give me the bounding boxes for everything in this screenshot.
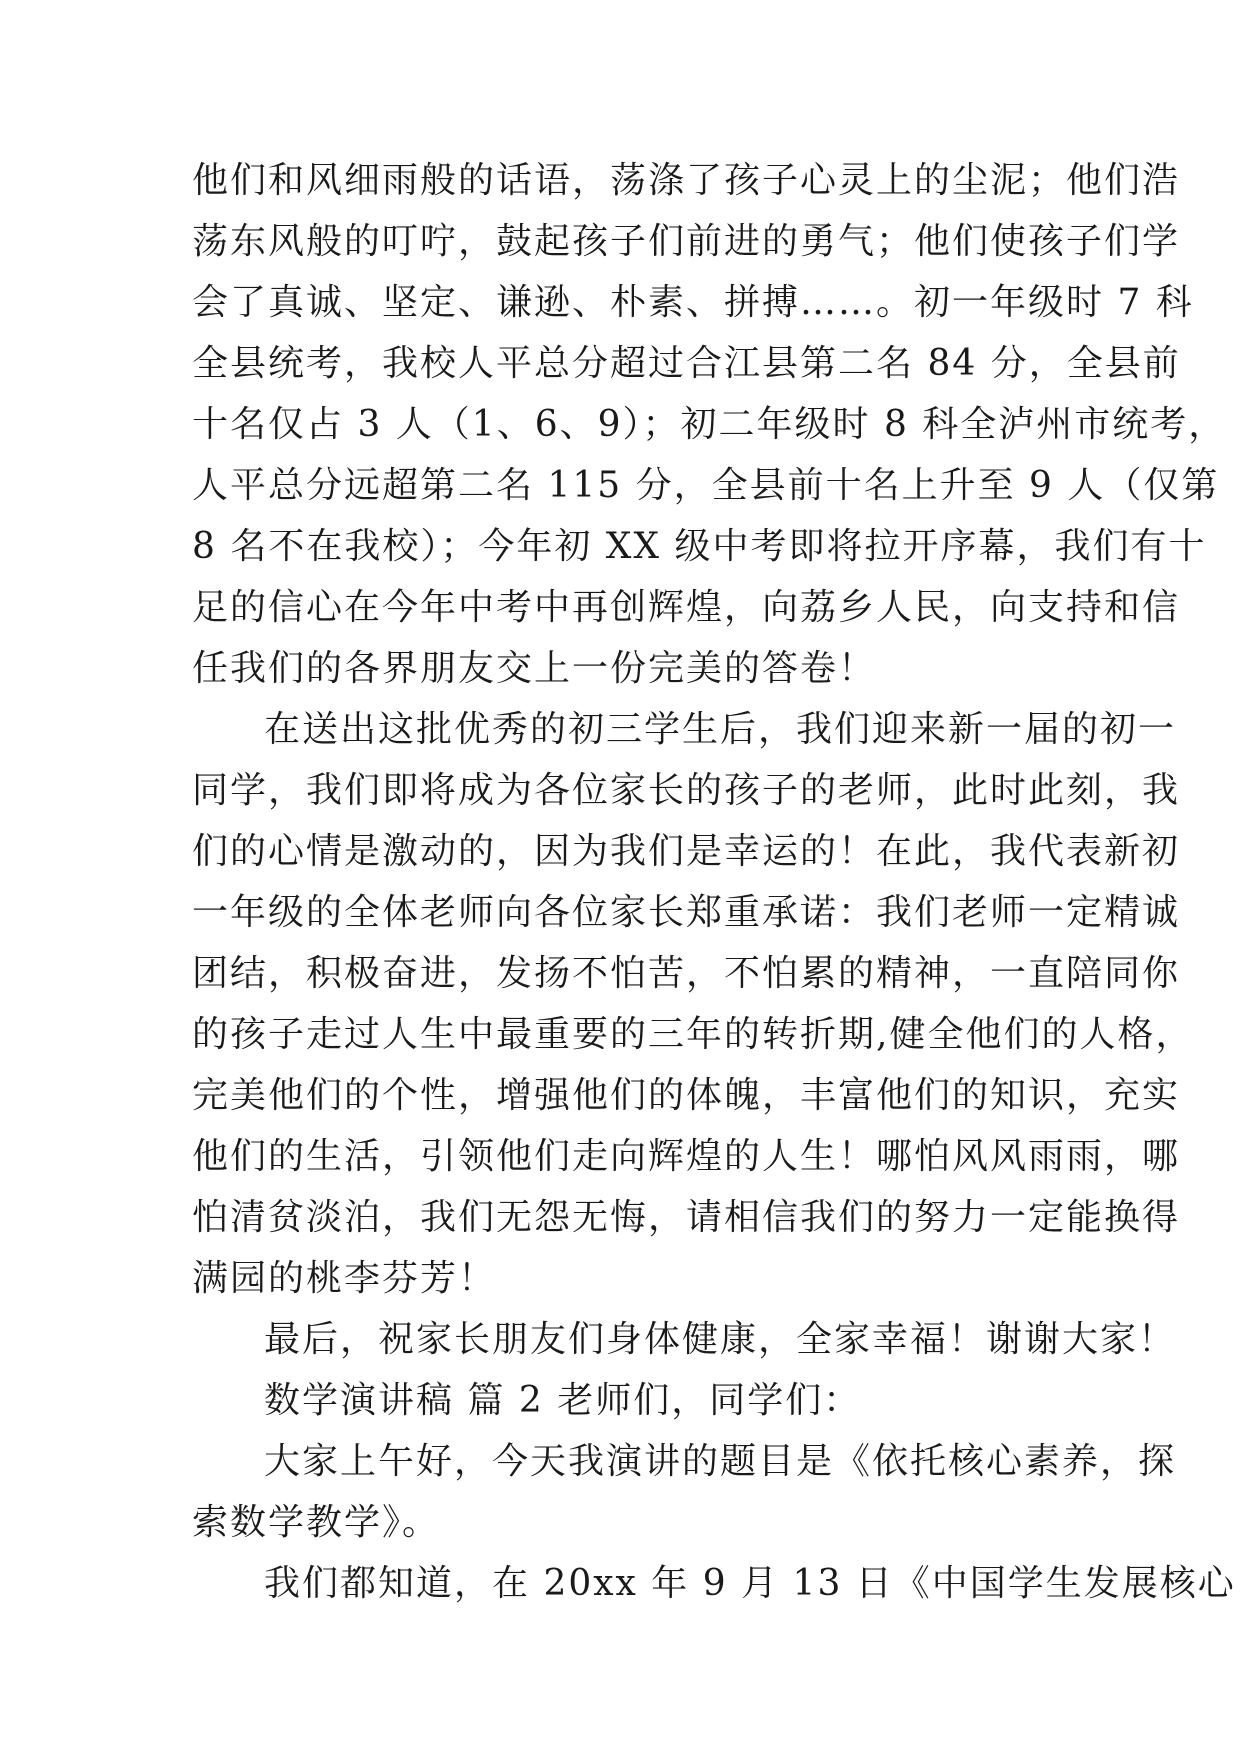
text-line: 的孩子走过人生中最重要的三年的转折期,健全他们的人格，	[192, 1014, 1194, 1055]
text-line: 全县统考，我校人平总分超过合江县第二名 84 分，全县前	[192, 343, 1181, 384]
text-line: 们的心情是激动的，因为我们是幸运的！在此，我代表新初	[192, 831, 1181, 872]
paragraph-results	[192, 150, 1227, 699]
document-body	[192, 150, 1236, 1614]
paragraph-closing	[192, 1309, 1177, 1370]
text-line: 在送出这批优秀的初三学生后，我们迎来新一届的初一	[264, 709, 1177, 750]
text-line: 他们和风细雨般的话语，荡涤了孩子心灵上的尘泥；他们浩	[192, 160, 1181, 201]
text-line: 我们都知道，在 20xx 年 9 月 13 日《中国学生发展核心	[264, 1563, 1236, 1604]
text-line: 他们的生活，引领他们走向辉煌的人生！哪怕风风雨雨，哪	[192, 1136, 1181, 1177]
text-line: 荡东风般的叮咛，鼓起孩子们前进的勇气；他们使孩子们学	[192, 221, 1181, 262]
text-line: 任我们的各界朋友交上一份完美的答卷！	[192, 648, 877, 689]
text-line: 人平总分远超第二名 115 分，全县前十名上升至 9 人（仅第	[192, 465, 1220, 506]
text-line: 同学，我们即将成为各位家长的孩子的老师，此时此刻，我	[192, 770, 1181, 811]
paragraph-promise	[192, 699, 1194, 1309]
text-line: 大家上午好，今天我演讲的题目是《依托核心素养，探	[264, 1441, 1177, 1482]
text-line: 怕清贫淡泊，我们无怨无悔，请相信我们的努力一定能换得	[192, 1197, 1181, 1238]
text-line: 8 名不在我校）；今年初 XX 级中考即将拉开序幕，我们有十	[192, 526, 1207, 567]
text-line: 完美他们的个性，增强他们的体魄，丰富他们的知识，充实	[192, 1075, 1181, 1116]
text-line: 足的信心在今年中考中再创辉煌，向荔乡人民，向支持和信	[192, 587, 1181, 628]
text-line: 最后，祝家长朋友们身体健康，全家幸福！谢谢大家！	[264, 1319, 1177, 1360]
paragraph-intro	[192, 1553, 1236, 1614]
text-line: 十名仅占 3 人（1、6、9）；初二年级时 8 科全泸州市统考，	[192, 404, 1227, 445]
paragraph-topic	[192, 1431, 1177, 1553]
paragraph-speech-heading	[192, 1370, 1072, 1431]
text-line: 数学演讲稿 篇 2 老师们，同学们：	[264, 1380, 862, 1421]
text-line: 索数学教学》。	[192, 1502, 441, 1543]
text-line: 满园的桃李芬芳！	[192, 1258, 497, 1299]
text-line: 会了真诚、坚定、谦逊、朴素、拼搏……。初一年级时 7 科	[192, 282, 1194, 323]
text-line: 团结，积极奋进，发扬不怕苦，不怕累的精神，一直陪同你	[192, 953, 1181, 994]
text-line: 一年级的全体老师向各位家长郑重承诺：我们老师一定精诚	[192, 892, 1181, 933]
